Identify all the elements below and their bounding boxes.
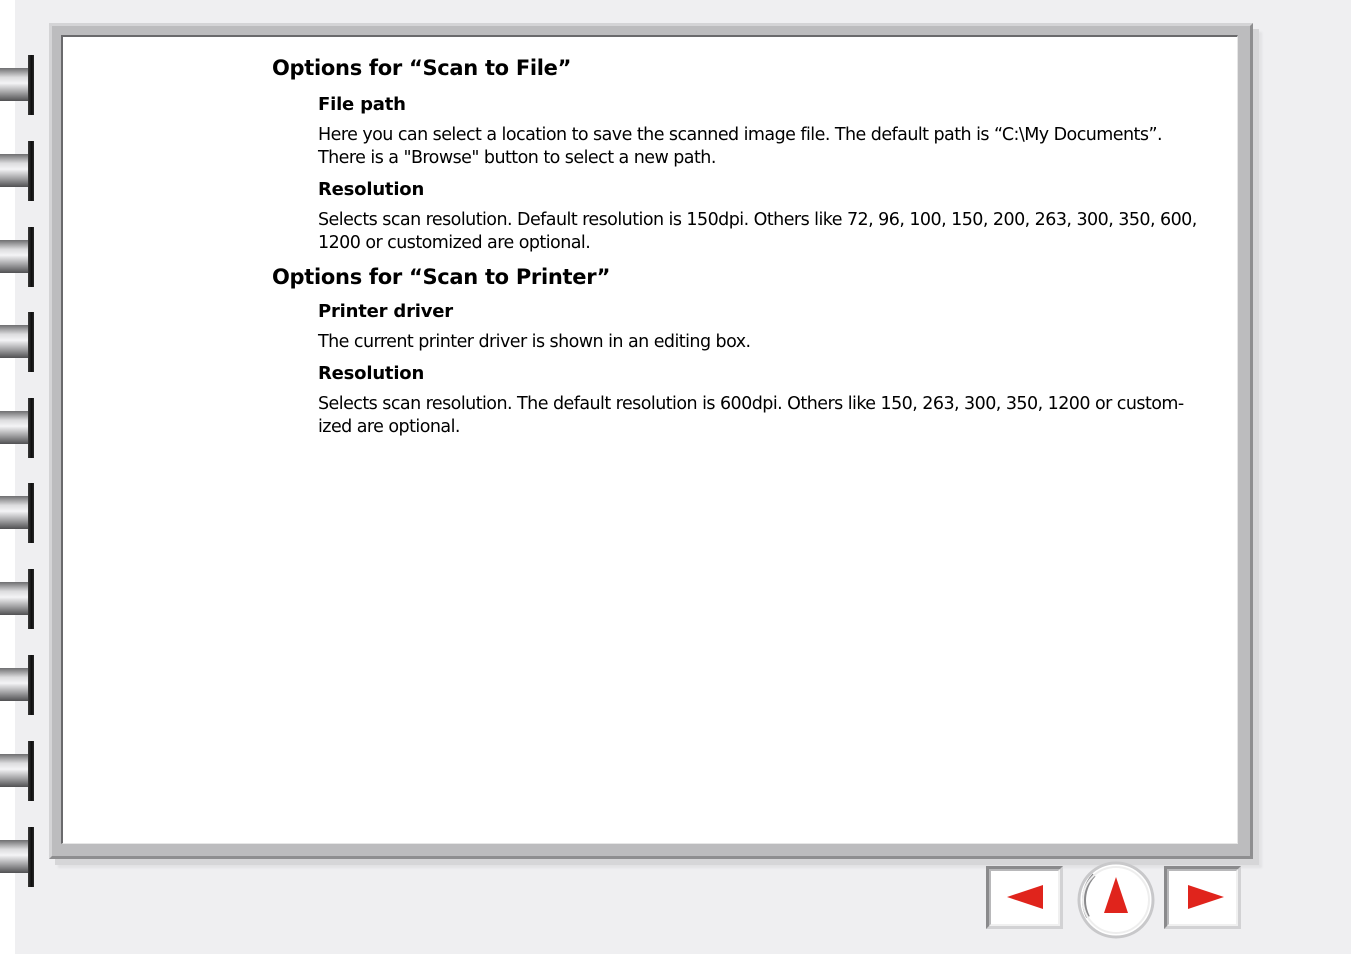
binder-ring	[0, 141, 34, 201]
binder-ring	[0, 55, 34, 115]
item-resolution-printer	[318, 363, 1222, 439]
item-title: Resolution	[318, 363, 425, 384]
item-text-line: There is a "Browse" button to select a new path.	[318, 148, 716, 168]
item-text-line: Selects scan resolution. Default resolution is 150dpi. Others like 72, 96, 100, 150, 200, 263, 300, 350, 600,	[318, 210, 1197, 230]
next-page-button[interactable]	[1164, 866, 1241, 929]
binder-ring	[0, 483, 34, 543]
previous-page-button[interactable]	[986, 866, 1063, 929]
up-page-button[interactable]	[1076, 861, 1156, 939]
document-content	[272, 56, 1222, 439]
section-heading-scan-to-file: Options for “Scan to File”	[272, 56, 572, 80]
item-file-path	[318, 94, 1222, 170]
item-printer-driver	[318, 301, 1222, 354]
binder-ring	[0, 227, 34, 287]
binder-ring	[0, 398, 34, 458]
item-text-line: 1200 or customized are optional.	[318, 233, 591, 253]
up-arrow-icon	[1076, 861, 1156, 939]
item-text-line: Here you can select a location to save the scanned image file. The default path is “C:\My Documents”.	[318, 125, 1162, 145]
binder-ring	[0, 312, 34, 372]
item-text-line: ized are optional.	[318, 417, 460, 437]
item-text-line: The current printer driver is shown in an editing box.	[318, 332, 751, 352]
item-text-line: Selects scan resolution. The default resolution is 600dpi. Others like 150, 263, 300, 350, 1200 or custom-	[318, 394, 1184, 414]
binder-ring	[0, 569, 34, 629]
binder-ring	[0, 655, 34, 715]
binder-ring	[0, 741, 34, 801]
item-resolution-file	[318, 179, 1222, 255]
right-arrow-icon	[1167, 869, 1238, 926]
item-title: File path	[318, 94, 406, 115]
binder-ring	[0, 827, 34, 887]
section-heading-scan-to-printer: Options for “Scan to Printer”	[272, 265, 611, 289]
left-arrow-icon	[989, 869, 1060, 926]
item-title: Printer driver	[318, 301, 453, 322]
item-title: Resolution	[318, 179, 425, 200]
